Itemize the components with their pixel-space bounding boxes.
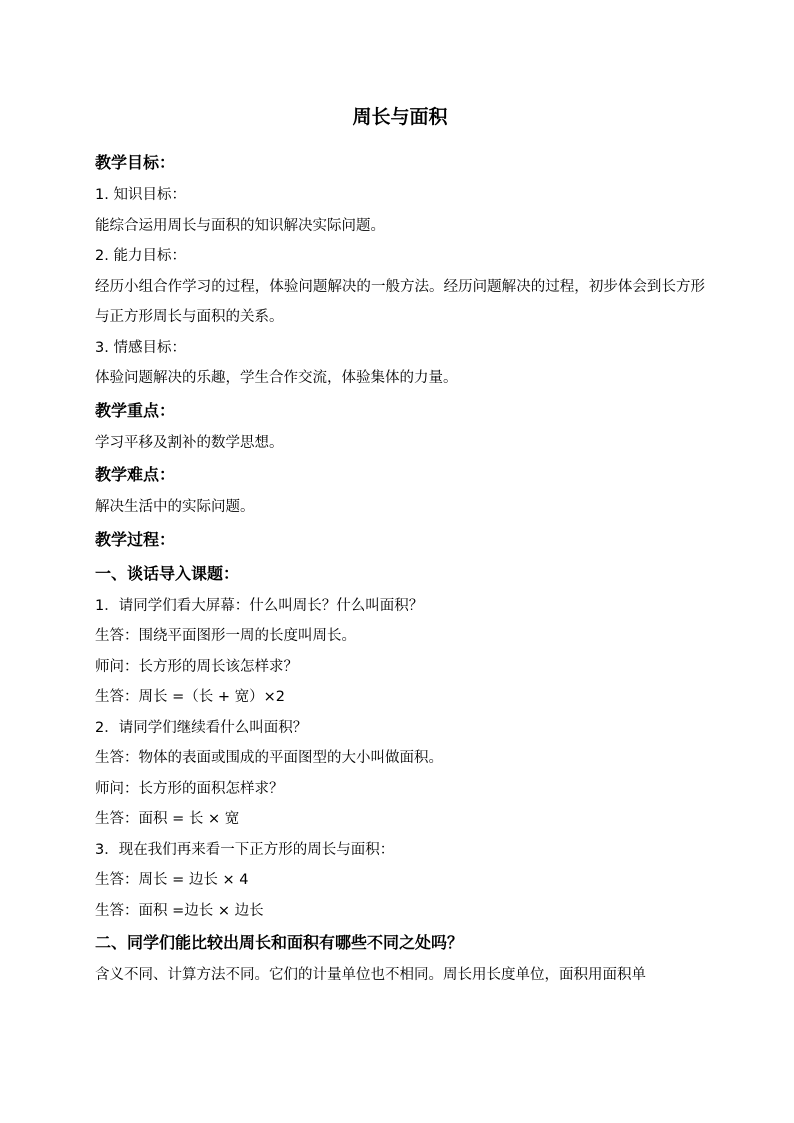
part1-line: 生答：周长 = 边长 × 4 [95,872,249,888]
part1-line: 生答：物体的表面或围成的平面图型的大小叫做面积。 [95,750,443,766]
goal3-text: 体验问题解决的乐趣，学生合作交流，体验集体的力量。 [95,370,458,386]
part1-line: 3．现在我们再来看一下正方形的周长与面积： [95,841,395,858]
goal2-label: 2. 能力目标： [95,248,186,264]
heading-goals: 教学目标： [95,153,176,172]
heading-key-points: 教学重点： [95,400,176,420]
part1-line: 生答：周长 =（长 + 宽）×2 [95,689,286,705]
page-title: 周长与面积 [352,106,448,128]
goal1-label: 1. 知识目标： [95,187,186,203]
heading-part2: 二、同学们能比较出周长和面积有哪些不同之处吗？ [95,933,464,952]
key-points-text: 学习平移及割补的数学思想。 [95,434,284,451]
part2-text: 含义不同、计算方法不同。它们的计量单位也不相同。周长用长度单位，面积用面积单 [95,967,646,983]
goal1-text: 能综合运用周长与面积的知识解决实际问题。 [95,217,385,234]
heading-part1: 一、谈话导入课题： [95,563,240,583]
part1-line: 1．请同学们看大屏幕：什么叫周长？什么叫面积？ [95,597,424,614]
document-page [95,100,705,991]
part1-line: 师问：长方形的面积怎样求？ [95,780,284,797]
part1-line: 2．请同学们继续看什么叫面积？ [95,719,308,736]
heading-process: 教学过程： [95,529,176,549]
heading-difficulties: 教学难点： [95,465,176,484]
goal2-text: 经历小组合作学习的过程，体验问题解决的一般方法。经历问题解决的过程，初步体会到长方形与正方形周长与面积的关系。 [95,278,705,325]
part1-line: 生答：面积 = 长 × 宽 [95,811,240,827]
part1-line: 生答：围绕平面图形一周的长度叫周长。 [95,628,356,644]
goal3-label: 3. 情感目标： [95,339,186,356]
part1-line: 师问：长方形的周长该怎样求？ [95,658,298,675]
difficulties-text: 解决生活中的实际问题。 [95,499,255,515]
part1-line: 生答：面积 =边长 × 边长 [95,902,264,919]
